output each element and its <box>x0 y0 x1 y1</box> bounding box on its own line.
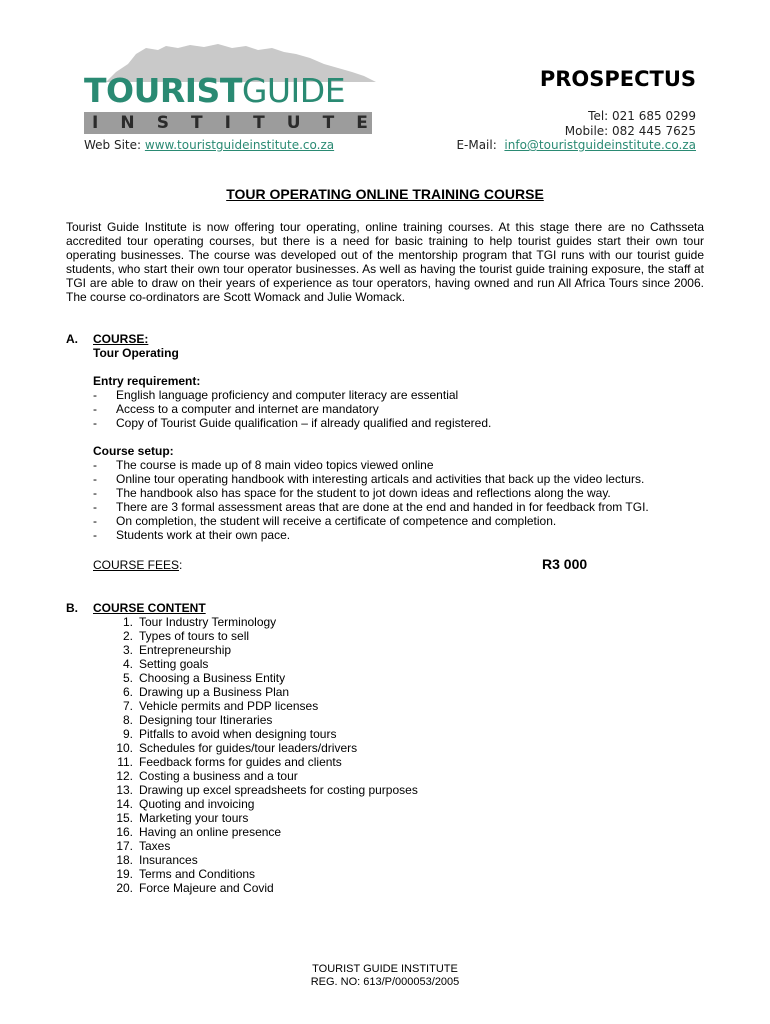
list-item <box>93 713 418 727</box>
list-item-text: Tour Industry Terminology <box>139 615 277 629</box>
list-item: - Copy of Tourist Guide qualification – if already qualified and registered. <box>93 416 491 430</box>
entry-requirement-list <box>93 388 491 430</box>
course-content-list <box>93 615 418 895</box>
list-item: - The handbook also has space for the student to jot down ideas and reflections along the way. <box>93 486 649 500</box>
list-item <box>93 881 418 895</box>
list-item-number: 20. <box>116 881 133 895</box>
list-item <box>93 811 418 825</box>
course-fees-line <box>93 558 182 572</box>
email-link[interactable]: info@touristguideinstitute.co.za <box>504 138 696 152</box>
list-item: - Students work at their own pace. <box>93 528 649 542</box>
list-item-number: 1. <box>122 615 133 629</box>
list-item-text: Force Majeure and Covid <box>139 881 274 895</box>
list-item <box>93 741 418 755</box>
list-item <box>93 699 418 713</box>
footer <box>0 963 770 989</box>
email-line <box>456 138 696 152</box>
list-item <box>93 853 418 867</box>
list-item <box>93 643 418 657</box>
list-item-text: Drawing up excel spreadsheets for costing purposes <box>139 783 418 797</box>
list-item-number: 10. <box>116 741 133 755</box>
list-item-text: Schedules for guides/tour leaders/drivers <box>139 741 358 755</box>
list-item-text: Drawing up a Business Plan <box>139 685 290 699</box>
logo-subtitle-letter: N <box>120 113 135 133</box>
logo-subtitle-letter: U <box>286 113 301 133</box>
entry-requirement-label: Entry requirement: <box>93 374 201 388</box>
logo-subtitle-letter: T <box>191 113 203 133</box>
logo-subtitle <box>92 112 368 134</box>
course-fees-colon: : <box>179 558 183 572</box>
list-item-number: 5. <box>122 671 133 685</box>
list-item-number: 8. <box>122 713 133 727</box>
list-item <box>93 825 418 839</box>
section-a-heading: COURSE: <box>93 332 149 346</box>
course-fees-label: COURSE FEES <box>93 558 180 572</box>
list-item-text: Vehicle permits and PDP licenses <box>139 699 319 713</box>
logo-subtitle-letter: S <box>156 113 169 133</box>
mobile-line: Mobile: 082 445 7625 <box>564 124 696 138</box>
list-item <box>93 755 418 769</box>
website-link[interactable]: www.touristguideinstitute.co.za <box>144 138 335 152</box>
list-item <box>93 797 418 811</box>
list-item-number: 17. <box>116 839 133 853</box>
list-item <box>93 727 418 741</box>
list-item-text: Taxes <box>139 839 171 853</box>
logo <box>84 42 376 138</box>
list-item <box>93 867 418 881</box>
course-setup-list <box>93 458 649 542</box>
section-b-letter: B. <box>66 601 78 615</box>
logo-subtitle-letter: I <box>92 113 99 133</box>
prospectus-heading: PROSPECTUS <box>539 67 696 91</box>
document-title: TOUR OPERATING ONLINE TRAINING COURSE <box>226 186 544 202</box>
list-item-text: Types of tours to sell <box>139 629 250 643</box>
list-item-number: 7. <box>122 699 133 713</box>
logo-subtitle-letter: I <box>224 113 231 133</box>
list-item <box>93 783 418 797</box>
list-item-number: 19. <box>116 867 133 881</box>
course-setup-label: Course setup: <box>93 444 174 458</box>
list-item <box>93 615 418 629</box>
list-item-text: Choosing a Business Entity <box>139 671 286 685</box>
list-item: - There are 3 formal assessment areas that are done at the end and handed in for feedback from TGI. <box>93 500 649 514</box>
logo-wordmark: TOURISTGUIDE <box>84 71 346 110</box>
list-item-text: Marketing your tours <box>139 811 249 825</box>
list-item <box>93 769 418 783</box>
logo-subtitle-letter: T <box>322 113 335 133</box>
list-item-text: Quoting and invoicing <box>139 797 255 811</box>
list-item: - Access to a computer and internet are mandatory <box>93 402 491 416</box>
footer-line-2: REG. NO: 613/P/000053/2005 <box>310 976 460 988</box>
list-item-number: 11. <box>117 755 133 769</box>
list-item-text: Terms and Conditions <box>139 867 256 881</box>
website-line <box>84 138 334 152</box>
list-item-number: 16. <box>116 825 133 839</box>
list-item-number: 12. <box>116 769 133 783</box>
list-item-text: Costing a business and a tour <box>139 769 298 783</box>
website-label: Web Site: <box>84 138 142 152</box>
logo-subtitle-letter: T <box>253 113 265 133</box>
list-item-number: 15. <box>116 811 133 825</box>
footer-line-1: TOURIST GUIDE INSTITUTE <box>312 963 458 975</box>
tel-line: Tel: 021 685 0299 <box>588 109 696 123</box>
list-item-text: Insurances <box>139 853 198 867</box>
list-item-text: Designing tour Itineraries <box>139 713 273 727</box>
section-a-letter: A. <box>66 332 78 346</box>
course-fees-value: R3 000 <box>542 556 588 572</box>
list-item-text: Entrepreneurship <box>139 643 232 657</box>
list-item: - On completion, the student will receive a certificate of competence and completion. <box>93 514 649 528</box>
section-b-heading: COURSE CONTENT <box>93 601 206 615</box>
email-label: E-Mail: <box>456 138 497 152</box>
list-item-number: 14. <box>116 797 133 811</box>
list-item <box>93 685 418 699</box>
list-item: - English language proficiency and computer literacy are essential <box>93 388 491 402</box>
list-item <box>93 839 418 853</box>
list-item-number: 4. <box>122 657 133 671</box>
list-item: - Online tour operating handbook with interesting articals and activities that back up the video lecturs. <box>93 472 649 486</box>
intro-paragraph: Tourist Guide Institute is now offering tour operating, online training courses. At this stage there are no Cathsseta accredited tour operating courses, but there is a need for basic training to help tourist guides start their own tour operating businesses. The course was developed out of the mentorship program that TGI runs with our tourist guide students, who start their own tour operator businesses. As well as having the tourist guide training exposure, the staff at TGI are able to draw on their years of experience as tour operators, having owned and run All Africa Tours since 2006. The course co-ordinators are Scott Womack and Julie Womack. <box>66 220 704 304</box>
section-a-subheading: Tour Operating <box>93 346 179 360</box>
list-item-number: 3. <box>122 643 133 657</box>
list-item <box>93 629 418 643</box>
list-item-number: 2. <box>122 629 133 643</box>
list-item-text: Setting goals <box>139 657 209 671</box>
list-item-number: 9. <box>122 727 133 741</box>
logo-subtitle-letter: E <box>356 113 368 133</box>
list-item-text: Feedback forms for guides and clients <box>139 755 342 769</box>
list-item-number: 18. <box>116 853 133 867</box>
list-item-number: 13. <box>116 783 133 797</box>
list-item-text: Having an online presence <box>139 825 282 839</box>
list-item <box>93 657 418 671</box>
list-item <box>93 671 418 685</box>
list-item-text: Pitfalls to avoid when designing tours <box>139 727 337 741</box>
list-item: - The course is made up of 8 main video topics viewed online <box>93 458 649 472</box>
list-item-number: 6. <box>122 685 133 699</box>
